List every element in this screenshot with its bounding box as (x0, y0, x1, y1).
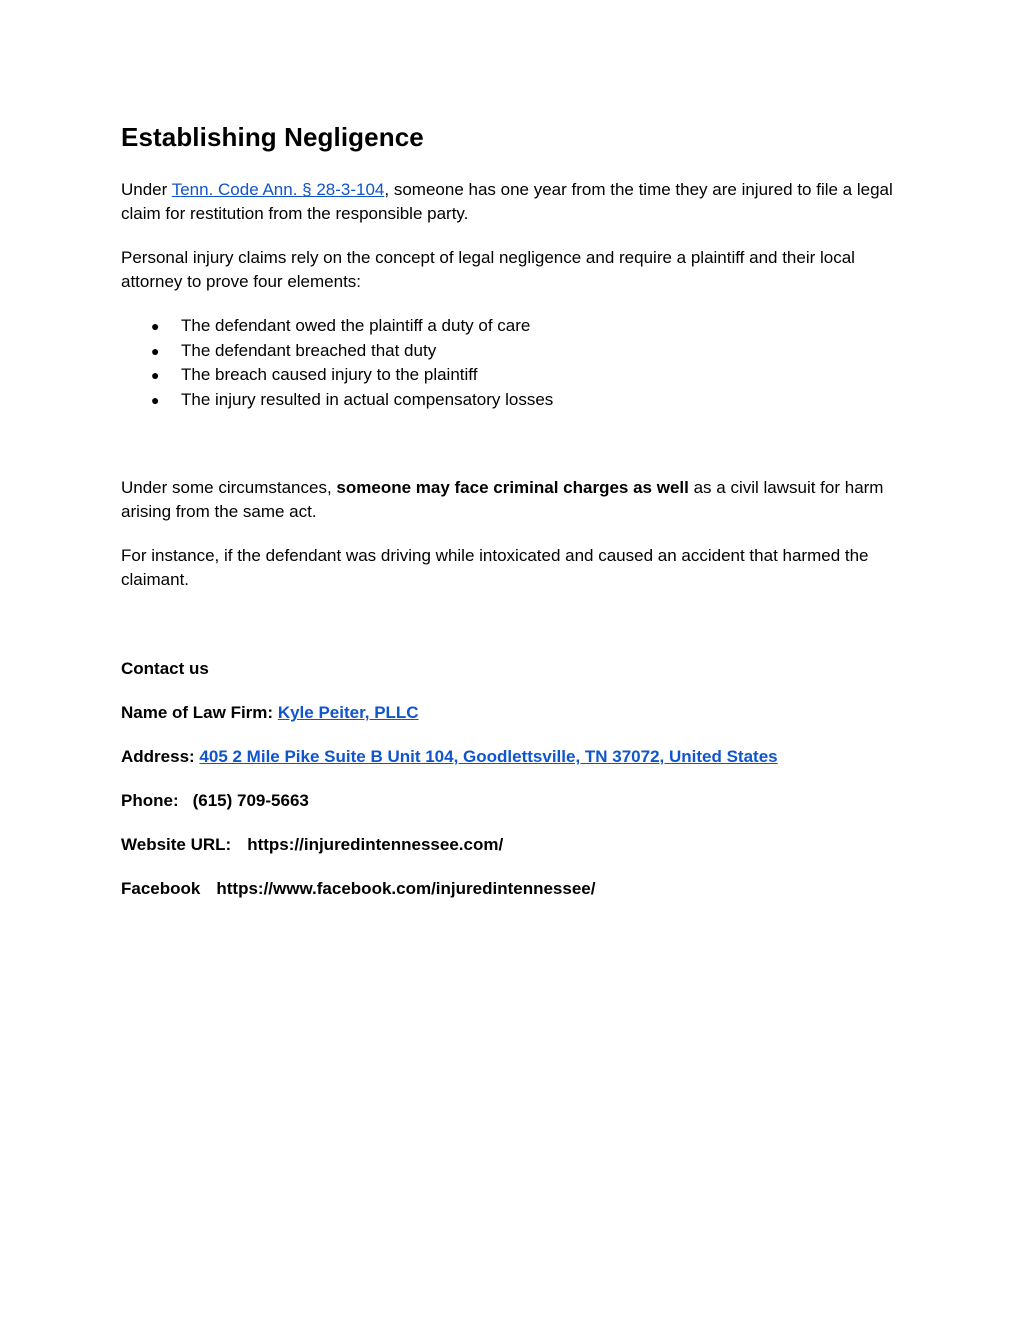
statute-paragraph-rest: , someone has one year from the time they are injured to file a legal claim for restitution from the responsible party. (121, 180, 893, 223)
contact-heading: Contact us (121, 659, 209, 678)
bullet-icon: ● (151, 342, 160, 359)
criminal-charges-rest: as a civil lawsuit for harm arising from the same act. (121, 478, 884, 521)
list-item (121, 363, 911, 388)
address-link[interactable]: 405 2 Mile Pike Suite B Unit 104, Goodlettsville, TN 37072, United States (199, 747, 778, 766)
phone-number: (615) 709-5663 (192, 791, 309, 810)
elements-paragraph: Personal injury claims rely on the concept of legal negligence and require a plaintiff and their local attorney to prove four elements: (121, 248, 855, 291)
criminal-charges-paragraph (121, 476, 911, 524)
bullet-icon: ● (151, 367, 160, 383)
list-item (121, 388, 911, 413)
criminal-charges-intro: Under some circumstances, (121, 478, 337, 497)
facebook-label: Facebook (121, 879, 201, 898)
list-item-text: The injury resulted in actual compensatory losses (181, 389, 554, 409)
address-line (121, 745, 911, 769)
bullet-icon: ● (151, 318, 160, 334)
firm-name-line (121, 701, 911, 725)
address-label: Address: (121, 747, 200, 766)
contact-section (121, 657, 911, 901)
phone-label: Phone: (121, 791, 179, 810)
criminal-charges-emphasis: someone may face criminal charges as well (336, 478, 689, 497)
website-url: https://injuredintennessee.com/ (247, 835, 504, 854)
example-paragraph: For instance, if the defendant was driving while intoxicated and caused an accident that harmed the claimant. (121, 546, 869, 589)
statute-paragraph (121, 178, 911, 226)
list-item-text: The defendant owed the plaintiff a duty of care (181, 316, 531, 335)
website-line (121, 833, 911, 857)
elements-list (121, 314, 911, 412)
statute-paragraph-intro: Under (121, 180, 172, 199)
facebook-url: https://www.facebook.com/injuredintennessee/ (216, 879, 596, 898)
website-label: Website URL: (121, 835, 232, 854)
bullet-icon: ● (151, 391, 160, 408)
document-page (121, 118, 911, 901)
list-item-text: The breach caused injury to the plaintiff (181, 365, 478, 384)
list-item-text: The defendant breached that duty (181, 340, 437, 360)
statute-link[interactable]: Tenn. Code Ann. § 28-3-104 (171, 180, 385, 199)
phone-line (121, 789, 911, 813)
list-item (121, 339, 911, 364)
facebook-line (121, 877, 911, 901)
list-item (121, 314, 911, 339)
page-title: Establishing Negligence (121, 122, 424, 152)
firm-name-link[interactable]: Kyle Peiter, PLLC (277, 703, 419, 722)
firm-name-label: Name of Law Firm: (121, 703, 278, 722)
